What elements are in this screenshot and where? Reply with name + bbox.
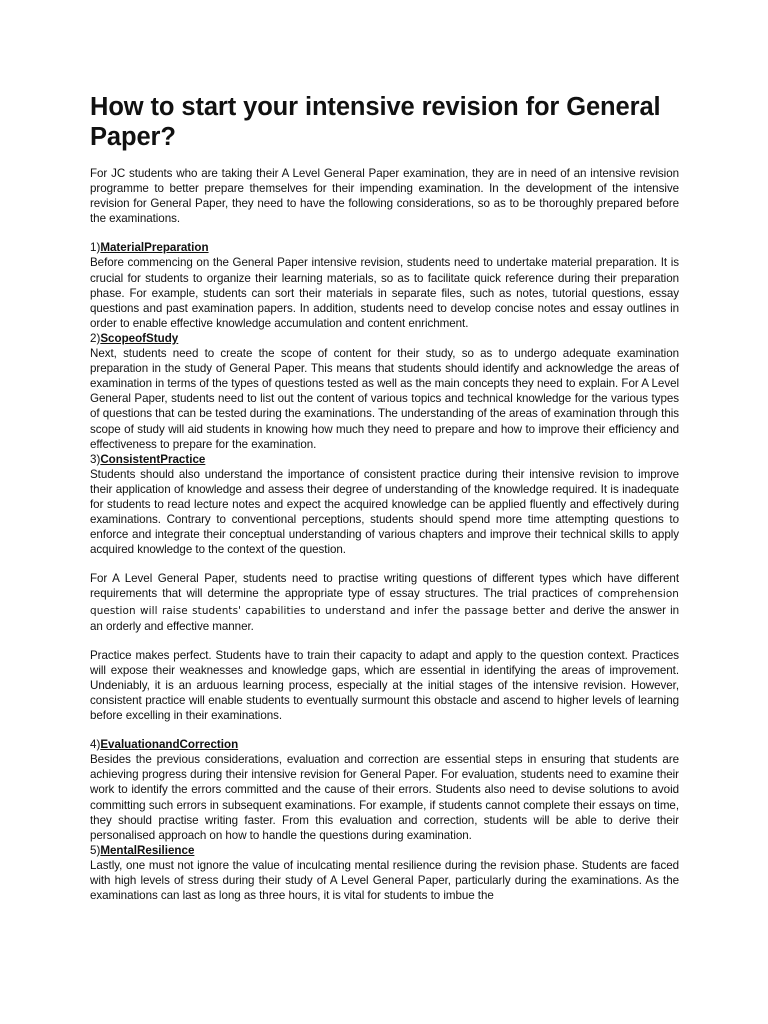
section-paragraph: Besides the previous considerations, evaluation and correction are essential steps in ensuring that students are achieving progress during their intensive revision for General Paper. For evaluation, students need to examine their work to identify the errors committed and the cause of their errors. Students also need to devise solutions to avoid committing such errors in subsequent examinations. For example, if students cannot complete their essays on time, they should practise writing faster. From this evaluation and correction, students will be able to derive their personalised approach on how to handle the questions during examination. bbox=[90, 753, 679, 842]
section-paragraph: Next, students need to create the scope of content for their study, so as to undergo adequate examination preparation in the study of General Paper. This means that students should identify and acknowledge the areas of examination in terms of the types of questions tested as well as the main concepts they need to explain. For A Level General Paper, students need to list out the content of various topics and technical knowledge for the various types of questions that can be tested during the examinations. The understanding of the areas of examination through this scope of study will aid students in knowing how much they need to prepare and how to improve their efficiency and effectiveness to prepare for the examination. bbox=[90, 347, 679, 451]
intro-paragraph: For JC students who are taking their A Level General Paper examination, they are in need of an intensive revision programme to better prepare themselves for their impending examination. In the development of the intensive revision for General Paper, they need to have the following considerations, so as to be thoroughly prepared before the examinations. bbox=[90, 167, 679, 226]
spacer bbox=[90, 226, 679, 240]
practice-text-a: For A Level General Paper, students need to practise writing questions of different types which have different requirements that will determine the appropriate type of essay structures. The trial practices of bbox=[90, 572, 679, 601]
section-title: MaterialPreparation bbox=[100, 241, 209, 255]
section-title: ScopeofStudy bbox=[100, 331, 179, 345]
section-heading-material-preparation bbox=[90, 240, 679, 255]
section-heading-scope-of-study bbox=[90, 331, 679, 346]
section-title: MentalResilience bbox=[100, 843, 195, 857]
practice-text-b: derive the answer in an orderly and effective manner. bbox=[90, 603, 679, 633]
section-paragraph: Lastly, one must not ignore the value of inculcating mental resilience during the revision phase. Students are faced with high levels of stress during their study of A Level General Paper, particularly during the examinations. As the examinations can last as long as three hours, it is vital for students to imbue the bbox=[90, 858, 679, 903]
section-title: ConsistentPractice bbox=[100, 452, 206, 466]
spacer bbox=[90, 634, 679, 648]
section-number: 2) bbox=[90, 331, 101, 345]
document-title: How to start your intensive revision for General Paper? bbox=[90, 93, 661, 151]
spacer bbox=[90, 557, 679, 571]
section-number: 5) bbox=[90, 843, 101, 857]
spacer bbox=[90, 723, 679, 737]
section-paragraph: Students should also understand the importance of consistent practice during their intensive revision to improve their application of knowledge and assess their degree of understanding of the knowledge required. It is inadequate for students to read lecture notes and expect the acquired knowledge can be applied fluently and effectively during examinations. Contrary to conventional perceptions, students should spend more time attempting questions to enforce and integrate their conceptual understanding of various chapters and improve their technical skills to apply acquired knowledge to the context of the question. bbox=[90, 467, 679, 557]
section-heading-mental-resilience bbox=[90, 843, 679, 858]
practice-text-mono: comprehension question will raise students' capabilities to understand and infer the passage better and bbox=[90, 588, 679, 617]
section-paragraph: Before commencing on the General Paper intensive revision, students need to undertake material preparation. It is crucial for students to organize their learning materials, so as to facilitate quick reference during their preparation phase. For example, students can sort their materials in separate files, such as notes, tutorial questions, essay questions and past examination papers. In addition, students need to develop concise notes and essay outlines in order to enable effective knowledge accumulation and content enrichment. bbox=[90, 256, 679, 330]
section-title: EvaluationandCorrection bbox=[100, 738, 239, 752]
section-heading-evaluation-and-correction bbox=[90, 737, 679, 752]
section-number: 3) bbox=[90, 452, 101, 466]
section-number: 4) bbox=[90, 738, 101, 752]
document-page bbox=[90, 92, 679, 903]
practice-perfect-paragraph: Practice makes perfect. Students have to train their capacity to adapt and apply to the question context. Practices will expose their weaknesses and knowledge gaps, which are essential in identifying the areas of improvement. Undeniably, it is an arduous learning process, especially at the initial stages of the intensive revision. However, consistent practice will enable students to eventually surmount this obstacle and ascend to higher levels of learning before excelling in their examinations. bbox=[90, 648, 679, 723]
section-number: 1) bbox=[90, 241, 101, 255]
section-heading-consistent-practice bbox=[90, 452, 679, 467]
practice-paragraph bbox=[90, 571, 679, 633]
